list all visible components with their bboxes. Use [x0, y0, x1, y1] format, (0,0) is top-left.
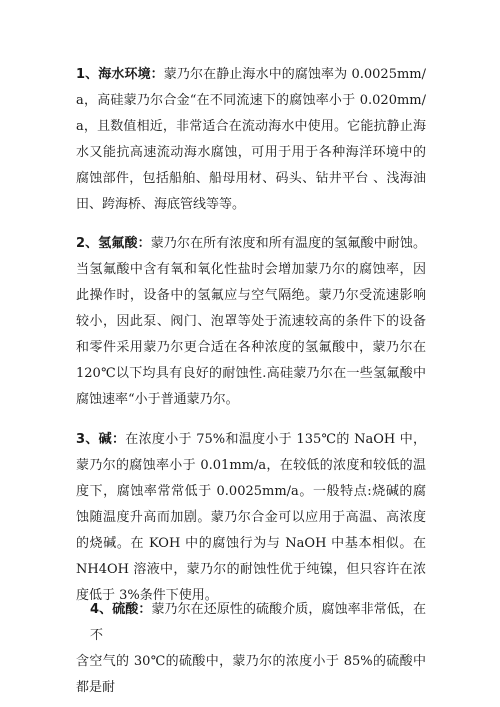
section-body-continued: 含空气的 30℃的硫酸中，蒙乃尔的浓度小于 85%的硫酸中都是耐	[76, 654, 426, 695]
section-heading: 1、海水环境：	[76, 67, 164, 82]
section-alkali	[76, 427, 426, 609]
section-sulfuric-acid	[76, 597, 426, 701]
section-body: 在浓度小于 75%和温度小于 135℃的 NaOH 中，蒙乃尔的腐蚀率小于 0.01mm/a，在较低的浓度和较低的温度下，腐蚀率常常低于 0.0025mm/a。一般特点:烧碱的腐蚀随温度升高而加剧。蒙乃尔合金可以应用于高温、高浓度的烧碱。在 KOH 中的腐蚀行为与 NaOH 中基本相似。在 NH4OH 溶液中，蒙乃尔的耐蚀性优于纯镍，但只容许在浓度低于 3%条件下使用。	[76, 432, 427, 603]
section-body: 蒙乃尔在所有浓度和所有温度的氢氟酸中耐蚀。当氢氟酸中含有氧和氧化性盐时会增加蒙乃尔的腐蚀率，因此操作时，设备中的氢氟应与空气隔绝。蒙乃尔受流速影响较小，因此泵、阀门、泡罩等处于流速较高的条件下的设备和零件采用蒙乃尔更合适在各种浓度的氢氟酸中，蒙乃尔在 120℃以下均具有良好的耐蚀性.高硅蒙乃尔在一些氢氟酸中腐蚀速率“小于普通蒙乃尔。	[76, 236, 426, 407]
section-seawater	[76, 62, 426, 218]
section-heading: 3、碱：	[76, 432, 126, 447]
section-heading: 4、硫酸：	[90, 602, 152, 617]
section-body: 蒙乃尔在静止海水中的腐蚀率为 0.0025mm/a，高硅蒙乃尔合金“在不同流速下的腐蚀率小于 0.020mm/a，且数值相近，非常适合在流动海水中使用。它能抗静止海水又能抗高速流动海水腐蚀，可用于用于各种海洋环境中的腐蚀部件，包括船舶、船母用材、码头、钻井平台 、浅海油田、跨海桥、海底管线等等。	[76, 67, 427, 212]
section-hydrofluoric-acid	[76, 231, 426, 413]
section-body: 蒙乃尔在还原性的硫酸介质，腐蚀率非常低，在不	[90, 602, 426, 643]
section-heading: 2、氢氟酸：	[76, 236, 151, 251]
